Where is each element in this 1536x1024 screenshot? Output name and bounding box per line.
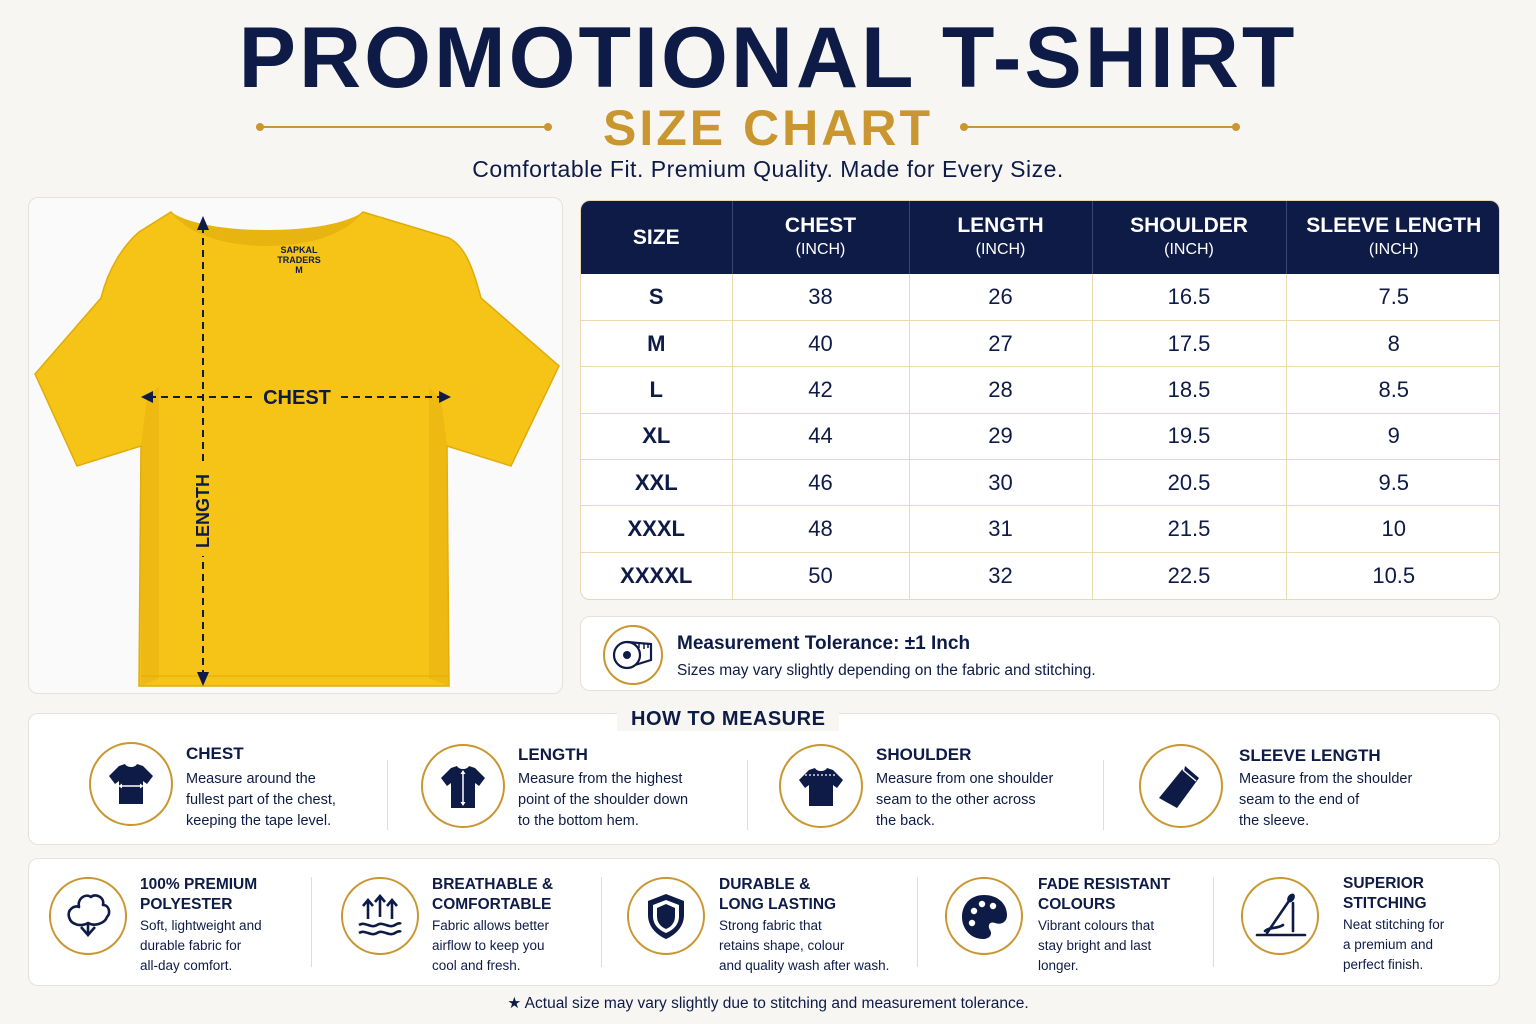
sleeve-cell: 10.5	[1372, 562, 1416, 588]
chest-cell: 38	[732, 274, 909, 320]
chest-cell: 44	[732, 413, 909, 459]
measure-shoulder-heading: SHOULDER	[876, 745, 972, 764]
how-to-measure-section	[28, 713, 1500, 845]
table-row	[581, 552, 1500, 598]
shield-icon	[627, 877, 705, 955]
features-section	[28, 858, 1500, 986]
measure-chest-text: Measure around the fullest part of the chest, keeping the tape level.	[186, 771, 336, 829]
sleeve-cell: 9	[1286, 413, 1500, 459]
measure-shoulder-text: Measure from one shoulder seam to the other across the back.	[876, 771, 1054, 829]
footnote: ★ Actual size may vary slightly due to stitching and measurement tolerance.	[507, 995, 1029, 1012]
shoulder-cell: 20.5	[1092, 460, 1286, 506]
table-row	[581, 506, 1500, 552]
shoulder-cell: 21.5	[1092, 506, 1286, 552]
shoulder-cell: 16.5	[1092, 274, 1286, 320]
shirt-label-line-2: TRADERS	[277, 255, 321, 265]
divider	[917, 877, 918, 967]
feature-polyester-text: Soft, lightweight and durable fabric for all-day comfort.	[140, 918, 262, 973]
size-cell: XXXXL	[581, 552, 732, 598]
measure-sleeve-heading: SLEEVE LENGTH	[1239, 746, 1381, 765]
measure-sleeve-text: Measure from the shoulder seam to the end of the sleeve.	[1239, 771, 1413, 829]
size-cell: S	[581, 274, 732, 320]
header-size: SIZE	[581, 201, 732, 274]
chest-cell: 42	[732, 367, 909, 413]
tshirt-illustration	[29, 198, 563, 694]
feature-fade-heading: FADE RESISTANT COLOURS	[1038, 876, 1171, 913]
table-row	[581, 367, 1500, 413]
divider	[387, 760, 388, 830]
size-cell: XL	[581, 413, 732, 459]
shoulder-cell: 17.5	[1092, 320, 1286, 366]
size-cell: XXXL	[581, 506, 732, 552]
shirt-label-line-1: SAPKAL	[280, 245, 318, 255]
tagline: Comfortable Fit. Premium Quality. Made for Every Size.	[472, 156, 1064, 182]
feature-breathable-heading: BREATHABLE & COMFORTABLE	[432, 876, 554, 913]
measure-chest-heading: CHEST	[186, 744, 244, 763]
chest-cell: 48	[732, 506, 909, 552]
measurement-tolerance-box	[580, 616, 1500, 691]
table-header-row	[581, 201, 1500, 274]
cotton-icon	[49, 877, 127, 955]
tshirt-chest-icon	[89, 742, 173, 826]
header-length: LENGTH (INCH)	[909, 201, 1092, 274]
size-cell: M	[581, 320, 732, 366]
shoulder-cell: 19.5	[1092, 413, 1286, 459]
divider	[311, 877, 312, 967]
airflow-icon	[341, 877, 419, 955]
shirt-label-line-3: M	[295, 265, 303, 275]
tshirt-shoulder-icon	[779, 744, 863, 828]
feature-durable-text: Strong fabric that retains shape, colour and quality wash after wash.	[719, 918, 890, 973]
how-to-measure-title: HOW TO MEASURE	[617, 708, 839, 731]
feature-polyester-heading: 100% PREMIUM POLYESTER	[140, 876, 258, 913]
chest-cell: 50	[732, 552, 909, 598]
divider	[747, 760, 748, 830]
chest-cell: 40	[732, 320, 909, 366]
table-row	[581, 413, 1500, 459]
divider	[1103, 760, 1104, 830]
header-shoulder: SHOULDER (INCH)	[1092, 201, 1286, 274]
header-sleeve-length: SLEEVE LENGTH (INCH)	[1306, 213, 1482, 258]
needle-icon	[1241, 877, 1319, 955]
measuring-tape-icon	[603, 625, 663, 685]
measure-length-heading: LENGTH	[518, 745, 588, 764]
tshirt-image-panel	[28, 197, 563, 694]
header-chest: CHEST (INCH)	[732, 201, 909, 274]
divider	[601, 877, 602, 967]
feature-stitching-text: Neat stitching for a premium and perfect finish.	[1343, 917, 1445, 972]
size-cell: L	[581, 367, 732, 413]
shoulder-cell: 22.5	[1092, 552, 1286, 598]
length-cell: 31	[909, 506, 1092, 552]
length-cell: 29	[909, 413, 1092, 459]
shoulder-cell: 18.5	[1092, 367, 1286, 413]
sleeve-cell: 8.5	[1286, 367, 1500, 413]
table-row	[581, 460, 1500, 506]
feature-fade-text: Vibrant colours that stay bright and last longer.	[1038, 918, 1155, 973]
length-cell: 27	[909, 320, 1092, 366]
tolerance-text: Sizes may vary slightly depending on the fabric and stitching.	[677, 662, 1096, 679]
table-row	[581, 320, 1500, 366]
chest-label: CHEST	[263, 387, 331, 409]
page-title: PROMOTIONAL T-SHIRT	[238, 10, 1298, 106]
tolerance-title: Measurement Tolerance: ±1 Inch	[677, 633, 971, 654]
size-table	[580, 200, 1500, 600]
sleeve-cell: 8	[1286, 320, 1500, 366]
divider	[1213, 877, 1214, 967]
sleeve-cell: 10	[1286, 506, 1500, 552]
feature-breathable-text: Fabric allows better airflow to keep you cool and fresh.	[432, 918, 550, 973]
length-label: LENGTH	[193, 474, 213, 548]
length-cell: 28	[909, 367, 1092, 413]
sleeve-icon	[1139, 744, 1223, 828]
table-row	[581, 274, 1500, 320]
measure-length-text: Measure from the highest point of the shoulder down to the bottom hem.	[518, 771, 689, 829]
palette-icon	[945, 877, 1023, 955]
chest-cell: 46	[732, 460, 909, 506]
length-cell: 26	[909, 274, 1092, 320]
sleeve-cell: 9.5	[1286, 460, 1500, 506]
feature-stitching-heading: SUPERIOR STITCHING	[1343, 875, 1427, 912]
length-cell: 30	[909, 460, 1092, 506]
header-divider-right	[964, 126, 1236, 128]
feature-durable-heading: DURABLE & LONG LASTING	[719, 876, 837, 913]
page-subtitle: SIZE CHART	[603, 100, 933, 156]
size-cell: XXL	[581, 460, 732, 506]
length-cell: 32	[909, 552, 1092, 598]
tshirt-length-icon	[421, 744, 505, 828]
sleeve-cell: 7.5	[1286, 274, 1500, 320]
